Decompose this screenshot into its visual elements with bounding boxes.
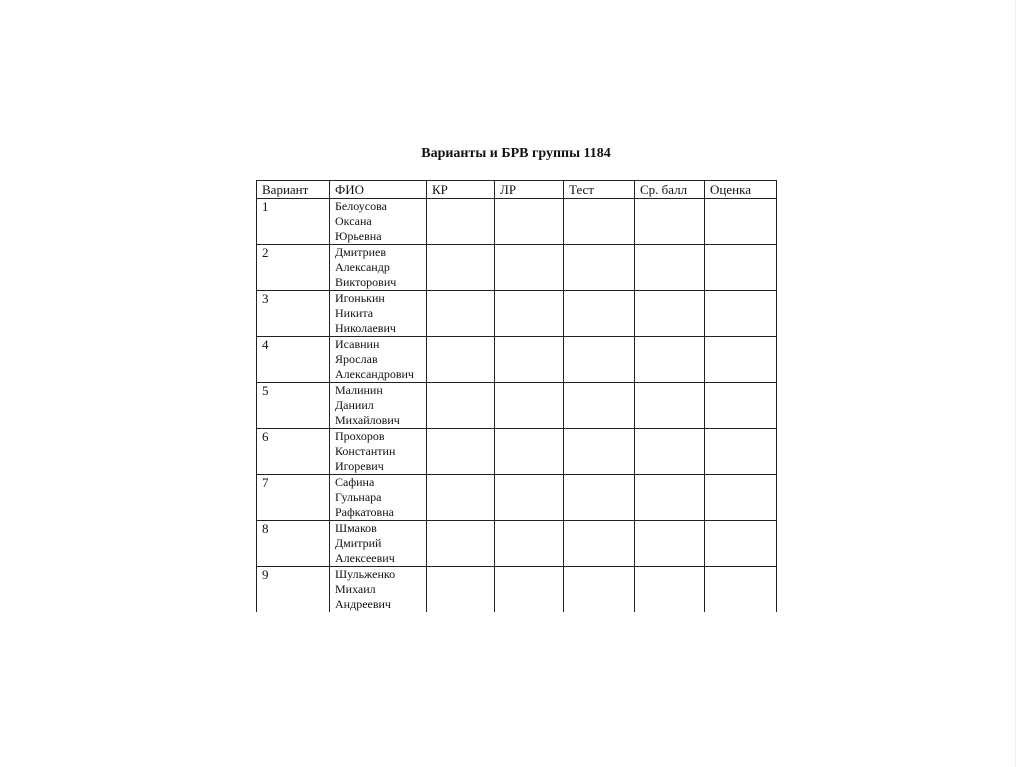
fio-cell: [330, 337, 427, 383]
surname: Игонькин: [335, 291, 385, 305]
variant-cell: 6: [257, 429, 330, 475]
patronymic: Михайлович: [335, 413, 400, 427]
fio-cell: [330, 383, 427, 429]
table-row: [257, 291, 777, 337]
patronymic: Рафкатовна: [335, 505, 394, 519]
first-name: Константин: [335, 444, 396, 458]
avg-score-cell: [635, 337, 705, 383]
first-name: Михаил: [335, 582, 376, 596]
header-variant: Вариант: [257, 181, 330, 199]
variant-cell: 1: [257, 199, 330, 245]
variant-cell: 5: [257, 383, 330, 429]
lr-cell: [495, 337, 564, 383]
slide-edge-divider: [1015, 0, 1016, 767]
grade-cell: [705, 429, 777, 475]
kr-cell: [427, 383, 495, 429]
grade-cell: [705, 199, 777, 245]
kr-cell: [427, 199, 495, 245]
table-row: [257, 245, 777, 291]
fio-cell: [330, 567, 427, 613]
table-header-row: [257, 181, 777, 199]
variant-cell: 9: [257, 567, 330, 613]
avg-score-cell: [635, 475, 705, 521]
lr-cell: [495, 521, 564, 567]
lr-cell: [495, 245, 564, 291]
first-name: Гульнара: [335, 490, 382, 504]
avg-score-cell: [635, 245, 705, 291]
first-name: Никита: [335, 306, 374, 320]
kr-cell: [427, 245, 495, 291]
surname: Белоусова: [335, 199, 387, 213]
lr-cell: [495, 383, 564, 429]
header-lr: ЛР: [495, 181, 564, 199]
grade-cell: [705, 291, 777, 337]
fio-cell: [330, 199, 427, 245]
patronymic: Александрович: [335, 367, 414, 381]
table-row: [257, 199, 777, 245]
variant-cell: 3: [257, 291, 330, 337]
avg-score-cell: [635, 383, 705, 429]
first-name: Ярослав: [335, 352, 378, 366]
table-row: [257, 521, 777, 567]
surname: Исавнин: [335, 337, 380, 351]
kr-cell: [427, 291, 495, 337]
kr-cell: [427, 567, 495, 613]
surname: Дмитриев: [335, 245, 387, 259]
fio-cell: [330, 429, 427, 475]
header-grade: Оценка: [705, 181, 777, 199]
avg-score-cell: [635, 567, 705, 613]
grade-cell: [705, 337, 777, 383]
table-row: [257, 337, 777, 383]
surname: Шмаков: [335, 521, 377, 535]
document-title: Варианты и БРВ группы 1184: [421, 146, 611, 161]
surname: Прохоров: [335, 429, 385, 443]
header-avg-score: Ср. балл: [635, 181, 705, 199]
patronymic: Игоревич: [335, 459, 384, 473]
grade-cell: [705, 475, 777, 521]
first-name: Даниил: [335, 398, 374, 412]
kr-cell: [427, 521, 495, 567]
kr-cell: [427, 337, 495, 383]
lr-cell: [495, 567, 564, 613]
surname: Шульженко: [335, 567, 396, 581]
patronymic: Николаевич: [335, 321, 396, 335]
patronymic: Юрьевна: [335, 229, 382, 243]
grade-cell: [705, 383, 777, 429]
patronymic: Викторович: [335, 275, 397, 289]
grade-cell: [705, 245, 777, 291]
avg-score-cell: [635, 429, 705, 475]
avg-score-cell: [635, 521, 705, 567]
test-cell: [564, 567, 635, 613]
fio-cell: [330, 291, 427, 337]
patronymic: Алексеевич: [335, 551, 395, 565]
surname: Малинин: [335, 383, 383, 397]
test-cell: [564, 199, 635, 245]
grade-cell: [705, 521, 777, 567]
surname: Сафина: [335, 475, 375, 489]
patronymic: Андреевич: [335, 597, 391, 611]
test-cell: [564, 475, 635, 521]
first-name: Оксана: [335, 214, 372, 228]
header-kr: КР: [427, 181, 495, 199]
grade-cell: [705, 567, 777, 613]
test-cell: [564, 337, 635, 383]
avg-score-cell: [635, 291, 705, 337]
variant-cell: 7: [257, 475, 330, 521]
variant-cell: 4: [257, 337, 330, 383]
variant-cell: 8: [257, 521, 330, 567]
avg-score-cell: [635, 199, 705, 245]
fio-cell: [330, 475, 427, 521]
table-row: [257, 429, 777, 475]
table-row: [257, 567, 777, 613]
lr-cell: [495, 291, 564, 337]
first-name: Дмитрий: [335, 536, 382, 550]
test-cell: [564, 291, 635, 337]
test-cell: [564, 383, 635, 429]
test-cell: [564, 521, 635, 567]
kr-cell: [427, 475, 495, 521]
table-row: [257, 475, 777, 521]
variant-cell: 2: [257, 245, 330, 291]
first-name: Александр: [335, 260, 390, 274]
table-row: [257, 383, 777, 429]
test-cell: [564, 245, 635, 291]
lr-cell: [495, 475, 564, 521]
test-cell: [564, 429, 635, 475]
grades-table: [256, 180, 777, 612]
lr-cell: [495, 199, 564, 245]
header-test: Тест: [564, 181, 635, 199]
fio-cell: [330, 245, 427, 291]
kr-cell: [427, 429, 495, 475]
header-fio: ФИО: [330, 181, 427, 199]
fio-cell: [330, 521, 427, 567]
lr-cell: [495, 429, 564, 475]
